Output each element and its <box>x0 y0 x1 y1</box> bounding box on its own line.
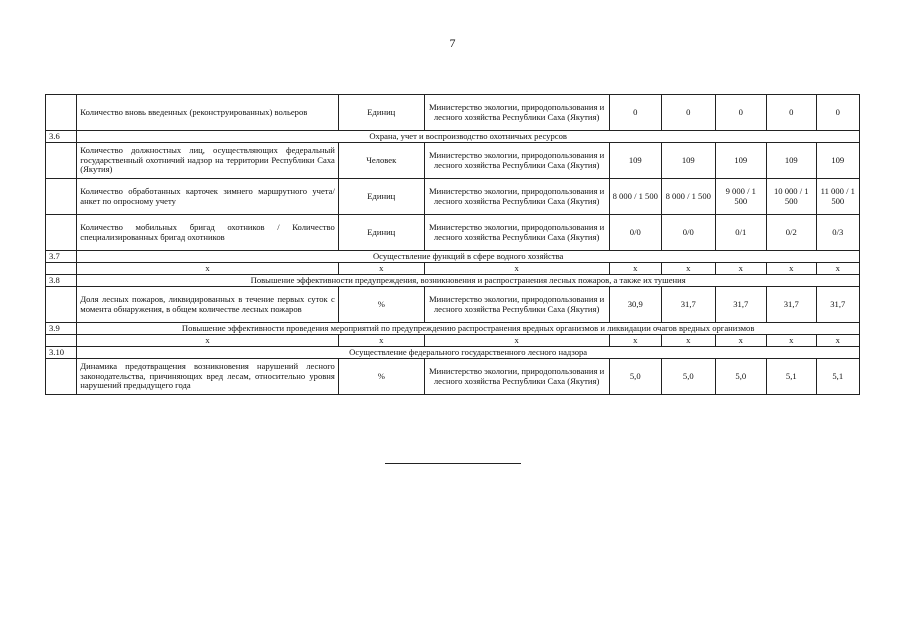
placeholder-cell: х <box>338 263 424 275</box>
value-cell: 5,0 <box>662 359 716 395</box>
placeholder-cell: х <box>609 263 662 275</box>
value-cell: 0/0 <box>662 215 716 251</box>
section-number-cell: 3.9 <box>46 323 77 335</box>
row-number-cell <box>46 215 77 251</box>
value-cell: 5,0 <box>715 359 767 395</box>
unit-cell: Единиц <box>338 95 424 131</box>
indicator-cell: Динамика предотвращения возникновения нарушений лесного законодательства, причиняющих вред лесам, относительно уровня нарушений предыдущего года <box>77 359 339 395</box>
placeholder-cell: х <box>77 335 339 347</box>
section-title-cell: Охрана, учет и воспроизводство охотничьих ресурсов <box>77 131 860 143</box>
section-number-cell: 3.8 <box>46 275 77 287</box>
unit-cell: Единиц <box>338 179 424 215</box>
indicator-cell: Количество вновь введенных (реконструированных) вольеров <box>77 95 339 131</box>
section-title-cell: Осуществление функций в сфере водного хозяйства <box>77 251 860 263</box>
value-cell: 8 000 / 1 500 <box>662 179 716 215</box>
indicator-row <box>46 179 860 215</box>
placeholder-cell: х <box>662 263 716 275</box>
value-cell: 10 000 / 1 500 <box>767 179 816 215</box>
placeholder-cell: х <box>338 335 424 347</box>
row-number-cell <box>46 335 77 347</box>
section-title-cell: Повышение эффективности предупреждения, возникновения и распространения лесных пожаров, а также их тушения <box>77 275 860 287</box>
placeholder-cell: х <box>816 335 859 347</box>
section-number-cell: 3.7 <box>46 251 77 263</box>
value-cell: 109 <box>609 143 662 179</box>
row-number-cell <box>46 263 77 275</box>
value-cell: 5,1 <box>767 359 816 395</box>
value-cell: 0/1 <box>715 215 767 251</box>
row-number-cell <box>46 179 77 215</box>
value-cell: 11 000 / 1 500 <box>816 179 859 215</box>
placeholder-row <box>46 335 860 347</box>
indicator-row <box>46 95 860 131</box>
indicator-cell: Доля лесных пожаров, ликвидированных в течение первых суток с момента обнаружения, в общем количестве лесных пожаров <box>77 287 339 323</box>
responsible-org-cell: Министерство экологии, природопользования и лесного хозяйства Республики Саха (Якутия) <box>424 179 609 215</box>
section-row <box>46 323 860 335</box>
row-number-cell <box>46 95 77 131</box>
responsible-org-cell: Министерство экологии, природопользования и лесного хозяйства Республики Саха (Якутия) <box>424 95 609 131</box>
placeholder-cell: х <box>424 263 609 275</box>
placeholder-cell: х <box>715 335 767 347</box>
value-cell: 0/2 <box>767 215 816 251</box>
table-body <box>46 95 860 395</box>
placeholder-cell: х <box>77 263 339 275</box>
value-cell: 31,7 <box>662 287 716 323</box>
indicator-row <box>46 143 860 179</box>
unit-cell: Единиц <box>338 215 424 251</box>
value-cell: 0 <box>715 95 767 131</box>
unit-cell: % <box>338 287 424 323</box>
value-cell: 0/0 <box>609 215 662 251</box>
indicators-table <box>45 94 860 395</box>
responsible-org-cell: Министерство экологии, природопользования и лесного хозяйства Республики Саха (Якутия) <box>424 359 609 395</box>
value-cell: 0 <box>609 95 662 131</box>
value-cell: 31,7 <box>767 287 816 323</box>
value-cell: 109 <box>715 143 767 179</box>
unit-cell: Человек <box>338 143 424 179</box>
value-cell: 31,7 <box>715 287 767 323</box>
responsible-org-cell: Министерство экологии, природопользования и лесного хозяйства Республики Саха (Якутия) <box>424 215 609 251</box>
value-cell: 5,1 <box>816 359 859 395</box>
value-cell: 0/3 <box>816 215 859 251</box>
indicator-row <box>46 215 860 251</box>
section-number-cell: 3.6 <box>46 131 77 143</box>
placeholder-cell: х <box>609 335 662 347</box>
placeholder-cell: х <box>767 263 816 275</box>
section-row <box>46 251 860 263</box>
row-number-cell <box>46 287 77 323</box>
value-cell: 109 <box>662 143 716 179</box>
closing-divider <box>385 463 521 464</box>
value-cell: 9 000 / 1 500 <box>715 179 767 215</box>
value-cell: 31,7 <box>816 287 859 323</box>
responsible-org-cell: Министерство экологии, природопользования и лесного хозяйства Республики Саха (Якутия) <box>424 143 609 179</box>
value-cell: 30,9 <box>609 287 662 323</box>
section-title-cell: Повышение эффективности проведения мероприятий по предупреждению распространения вредных организмов и ликвидации очагов вредных организмов <box>77 323 860 335</box>
indicator-row <box>46 287 860 323</box>
section-number-cell: 3.10 <box>46 347 77 359</box>
placeholder-row <box>46 263 860 275</box>
value-cell: 0 <box>662 95 716 131</box>
row-number-cell <box>46 143 77 179</box>
responsible-org-cell: Министерство экологии, природопользования и лесного хозяйства Республики Саха (Якутия) <box>424 287 609 323</box>
value-cell: 0 <box>767 95 816 131</box>
indicator-row <box>46 359 860 395</box>
section-row <box>46 275 860 287</box>
page-number: 7 <box>449 36 456 50</box>
indicator-cell: Количество обработанных карточек зимнего маршрутного учета/анкет по опросному учету <box>77 179 339 215</box>
value-cell: 0 <box>816 95 859 131</box>
placeholder-cell: х <box>662 335 716 347</box>
placeholder-cell: х <box>715 263 767 275</box>
placeholder-cell: х <box>767 335 816 347</box>
section-row <box>46 131 860 143</box>
section-row <box>46 347 860 359</box>
section-title-cell: Осуществление федерального государственного лесного надзора <box>77 347 860 359</box>
indicator-cell: Количество мобильных бригад охотников / Количество специализированных бригад охотников <box>77 215 339 251</box>
unit-cell: % <box>338 359 424 395</box>
placeholder-cell: х <box>816 263 859 275</box>
row-number-cell <box>46 359 77 395</box>
value-cell: 8 000 / 1 500 <box>609 179 662 215</box>
value-cell: 109 <box>816 143 859 179</box>
indicator-cell: Количество должностных лиц, осуществляющих федеральный государственный охотничий надзор на территории Республики Саха (Якутия) <box>77 143 339 179</box>
value-cell: 5,0 <box>609 359 662 395</box>
placeholder-cell: х <box>424 335 609 347</box>
value-cell: 109 <box>767 143 816 179</box>
